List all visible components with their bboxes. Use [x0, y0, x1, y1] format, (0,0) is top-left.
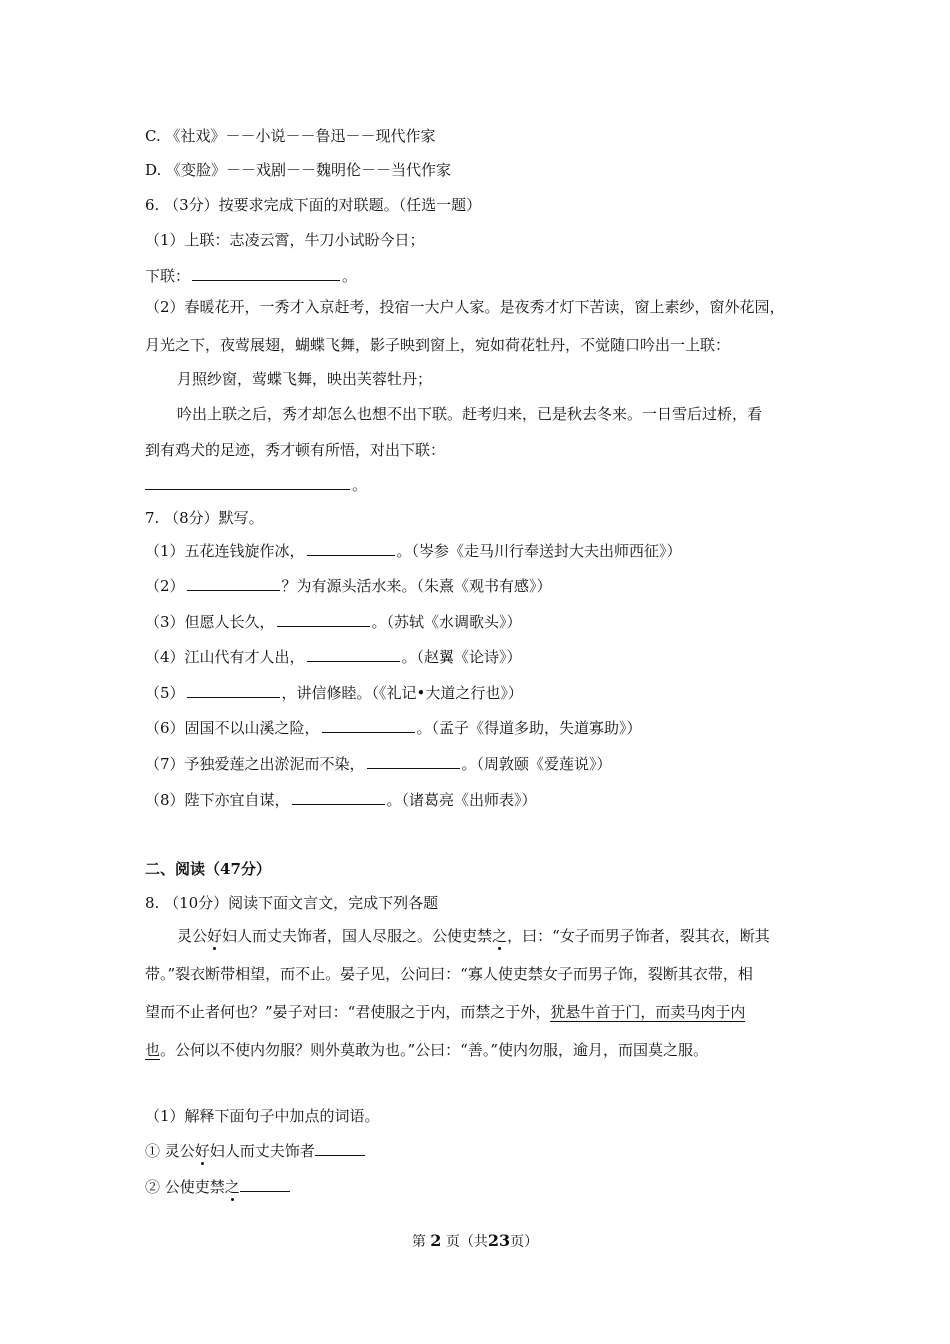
- emphasized-word: 之: [492, 927, 508, 945]
- q8-subquestion-1-item-2: ② 公使吏禁之: [145, 1176, 290, 1197]
- lower-couplet-label: 下联：: [145, 267, 191, 285]
- q7-item-7: （7）予独爱莲之出淤泥而不染， 。（周敦颐《爱莲说》）: [145, 755, 612, 773]
- underlined-sentence: 犹悬牛首于门，而卖马肉于内: [550, 1003, 746, 1021]
- q6-part2-answer: 。: [145, 474, 367, 495]
- q6-title: 6. （3分）按要求完成下面的对联题。（任选一题）: [145, 196, 482, 214]
- underlined-sentence-end: 也: [145, 1041, 161, 1059]
- q8-text-line1: 灵公好妇人而丈夫饰者，国人尽服之。公使吏禁之，曰：“女子而男子饰者，裂其衣，断其: [177, 927, 770, 945]
- q7-item-5: （5） ，讲信修睦。（《礼记•大道之行也》）: [145, 684, 523, 702]
- q7-title: 7. （8分）默写。: [145, 509, 264, 527]
- answer-blank[interactable]: [192, 265, 340, 281]
- answer-blank[interactable]: [277, 611, 370, 627]
- q5-option-d: D. 《变脸》－－戏剧－－魏明伦－－当代作家: [145, 161, 452, 179]
- q7-item-6: （6）固国不以山溪之险， 。（孟子《得道多助，失道寡助》）: [145, 719, 642, 737]
- q6-part1-upper: （1）上联：志凌云霄，牛刀小试盼今日；: [145, 231, 425, 249]
- q6-part2-line1: （2）春暖花开，一秀才入京赶考，投宿一大户人家。是夜秀才灯下苦读，窗上素纱，窗外花园，: [145, 298, 785, 316]
- page-number: 2: [430, 1231, 442, 1250]
- emphasized-word: 之: [224, 1178, 240, 1196]
- q8-text-line3: 望而不止者何也？”晏子对曰：“君使服之于内，而禁之于外，犹悬牛首于门，而卖马肉于内: [145, 1003, 746, 1021]
- q8-text-line2: 带。”裂衣断带相望，而不止。晏子见，公问曰：“寡人使吏禁女子而男子饰，裂断其衣带，相: [145, 965, 753, 983]
- q8-subquestion-1-item-1: ① 灵公好妇人而丈夫饰者: [145, 1140, 365, 1161]
- q7-item-1: （1）五花连钱旋作冰， 。（岑参《走马川行奉送封大夫出师西征》）: [145, 542, 682, 560]
- answer-blank[interactable]: [187, 575, 280, 591]
- q8-title: 8. （10分）阅读下面文言文，完成下列各题: [145, 894, 439, 912]
- page-footer: 第 2 页（共23页）: [411, 1231, 539, 1250]
- q8-subquestion-1: （1）解释下面句子中加点的词语。: [145, 1107, 380, 1125]
- q7-item-4: （4）江山代有才人出， 。（赵翼《论诗》）: [145, 648, 522, 666]
- q6-part2-line2: 月光之下，夜莺展翅，蝴蝶飞舞，影子映到窗上，宛如荷花牡丹，不觉随口吟出一上联：: [145, 336, 731, 354]
- emphasized-word: 好: [194, 1142, 210, 1160]
- answer-blank[interactable]: [240, 1176, 290, 1192]
- total-pages: 23: [487, 1231, 511, 1250]
- q5-option-c: C. 《社戏》－－小说－－鲁迅－－现代作家: [145, 127, 436, 145]
- q7-item-8: （8）陛下亦宜自谋， 。（诸葛亮《出师表》）: [145, 791, 537, 809]
- answer-blank[interactable]: [145, 474, 350, 490]
- q8-text-line4: 也。公何以不使内勿服？则外莫敢为也。”公曰：“善。”使内勿服，逾月，而国莫之服。: [145, 1041, 709, 1059]
- emphasized-word: 好: [207, 927, 223, 945]
- answer-blank[interactable]: [307, 646, 400, 662]
- answer-blank[interactable]: [315, 1140, 365, 1156]
- q6-part2-line4: 吟出上联之后，秀才却怎么也想不出下联。赶考归来，已是秋去冬来。一日雪后过桥，看: [177, 405, 763, 423]
- q7-item-2: （2） ？为有源头活水来。（朱熹《观书有感》）: [145, 577, 552, 595]
- answer-blank[interactable]: [367, 753, 460, 769]
- q6-part1-lower: 下联： 。: [145, 267, 358, 285]
- q6-part2-upper-couplet: 月照纱窗，莺蝶飞舞，映出芙蓉牡丹；: [177, 370, 433, 388]
- answer-blank[interactable]: [307, 540, 395, 556]
- section-heading-reading: 二、阅读（47分）: [145, 860, 271, 878]
- answer-blank[interactable]: [187, 682, 280, 698]
- q6-part2-line5: 到有鸡犬的足迹，秀才顿有所悟，对出下联：: [145, 441, 446, 459]
- answer-blank[interactable]: [322, 717, 415, 733]
- answer-blank[interactable]: [292, 789, 385, 805]
- q7-item-3: （3）但愿人长久， 。（苏轼《水调歌头》）: [145, 613, 522, 631]
